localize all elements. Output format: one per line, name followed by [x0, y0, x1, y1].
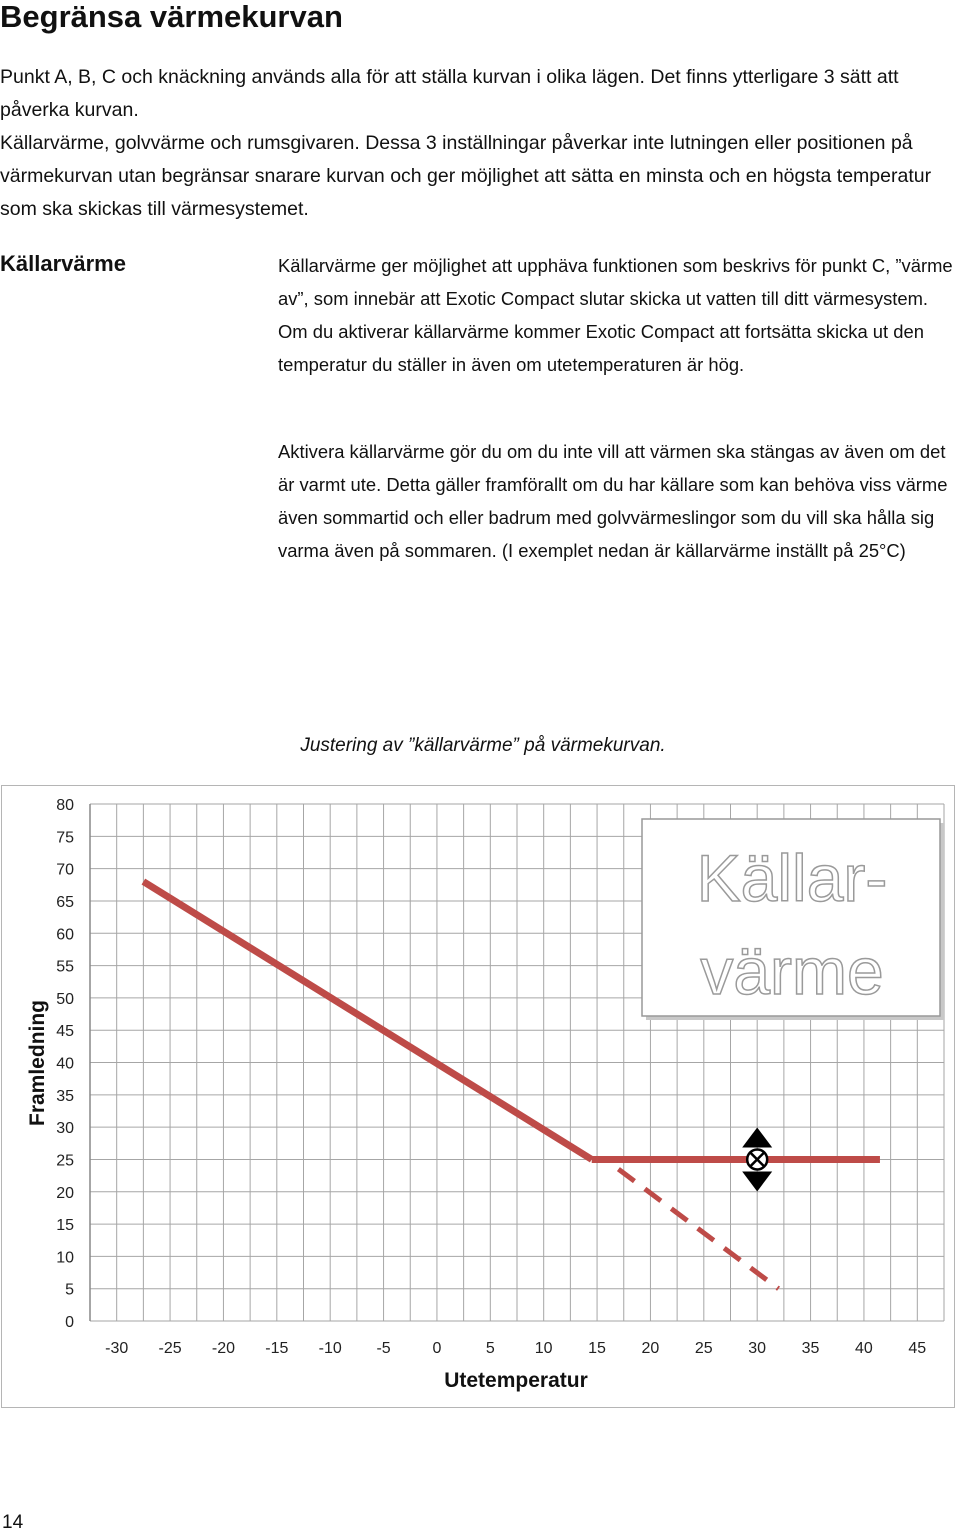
page-number: 14 — [2, 1512, 24, 1533]
curve-segment-1 — [143, 882, 591, 1160]
y-tick-label: 25 — [56, 1152, 74, 1170]
x-tick-label: 5 — [485, 1340, 495, 1357]
y-tick-label: 5 — [65, 1281, 74, 1299]
x-tick-label: -25 — [158, 1340, 182, 1357]
section-paragraph-2 — [278, 435, 960, 567]
x-tick-label: 35 — [801, 1340, 820, 1357]
y-tick-label: 45 — [56, 1023, 74, 1041]
intro-line-2: Källarvärme, golvvärme och rumsgivaren. Dessa 3 inställningar påverkar inte lutningen eller positionen på värmekurvan utan begränsar snarare kurvan och ger möjlighet att sätta en minsta och en högsta temperatur som ska skickas till värmesystemet. — [0, 132, 932, 220]
y-tick-label: 50 — [56, 990, 74, 1008]
y-tick-label: 0 — [65, 1314, 74, 1331]
y-tick-label: 60 — [56, 926, 74, 944]
page-heading: Begränsa värmekurvan — [0, 0, 343, 34]
annotation-box-line-1: Källar- — [696, 841, 888, 915]
annotation-box-line-2: värme — [700, 934, 884, 1008]
section-paragraph-1 — [278, 249, 960, 381]
y-tick-label: 55 — [56, 958, 74, 976]
x-tick-label: -30 — [105, 1340, 129, 1357]
marker-arrow-down — [742, 1171, 772, 1191]
x-tick-label: 10 — [534, 1340, 553, 1357]
x-axis-label: Utetemperatur — [444, 1369, 588, 1392]
y-tick-label: 75 — [56, 829, 74, 847]
x-tick-label: 45 — [908, 1340, 927, 1357]
x-tick-label: -20 — [211, 1340, 235, 1357]
y-tick-label: 40 — [56, 1055, 74, 1073]
chart-caption: Justering av ”källarvärme” på värmekurvan. — [300, 735, 666, 756]
y-tick-label: 80 — [56, 797, 74, 814]
intro-text — [0, 61, 960, 226]
x-tick-label: -15 — [265, 1340, 289, 1357]
y-tick-label: 15 — [56, 1217, 74, 1235]
y-tick-label: 70 — [56, 861, 74, 879]
chart-frame — [1, 785, 955, 1408]
section-label-kallarvarme: Källarvärme — [0, 251, 126, 276]
y-tick-label: 10 — [56, 1249, 74, 1267]
x-tick-label: 30 — [748, 1340, 767, 1357]
y-tick-label: 30 — [56, 1120, 74, 1138]
paragraph-2-text: Aktivera källarvärme gör du om du inte vill att värmen ska stängas av även om det är varmt ute. Detta gäller framförallt om du har källare som kan behöva viss värme även sommartid och eller badrum med golvvärmeslingor som du vill ska hålla sig varma även på sommaren. (I exemplet nedan är källarvärme inställt på 25°C) — [278, 441, 948, 561]
paragraph-1-text: Källarvärme ger möjlighet att upphäva funktionen som beskrivs för punkt C, ”värme av”, som innebär att Exotic Compact slutar skicka ut vatten till ditt värmesystem. Om du aktiverar källarvärme kommer Exotic Compact att fortsätta skicka ut den temperatur du ställer in även om utetemperaturen är hög. — [278, 255, 953, 375]
x-tick-label: 20 — [641, 1340, 660, 1357]
y-axis-label: Framledning — [26, 999, 49, 1127]
y-tick-label: 65 — [56, 893, 74, 911]
x-tick-label: 15 — [588, 1340, 606, 1357]
y-tick-label: 20 — [56, 1184, 74, 1202]
heating-curve-chart — [2, 786, 954, 1407]
x-tick-label: -10 — [318, 1340, 342, 1357]
x-tick-label: -5 — [376, 1340, 391, 1357]
x-tick-label: 40 — [855, 1340, 873, 1357]
intro-line-1: Punkt A, B, C och knäckning används alla för att ställa kurvan i olika lägen. Det finns ytterligare 3 sätt att påverka kurvan. — [0, 66, 899, 121]
marker-arrow-up — [742, 1127, 772, 1147]
x-tick-label: 0 — [432, 1340, 442, 1357]
x-tick-label: 25 — [694, 1340, 713, 1357]
y-tick-label: 35 — [56, 1087, 74, 1105]
